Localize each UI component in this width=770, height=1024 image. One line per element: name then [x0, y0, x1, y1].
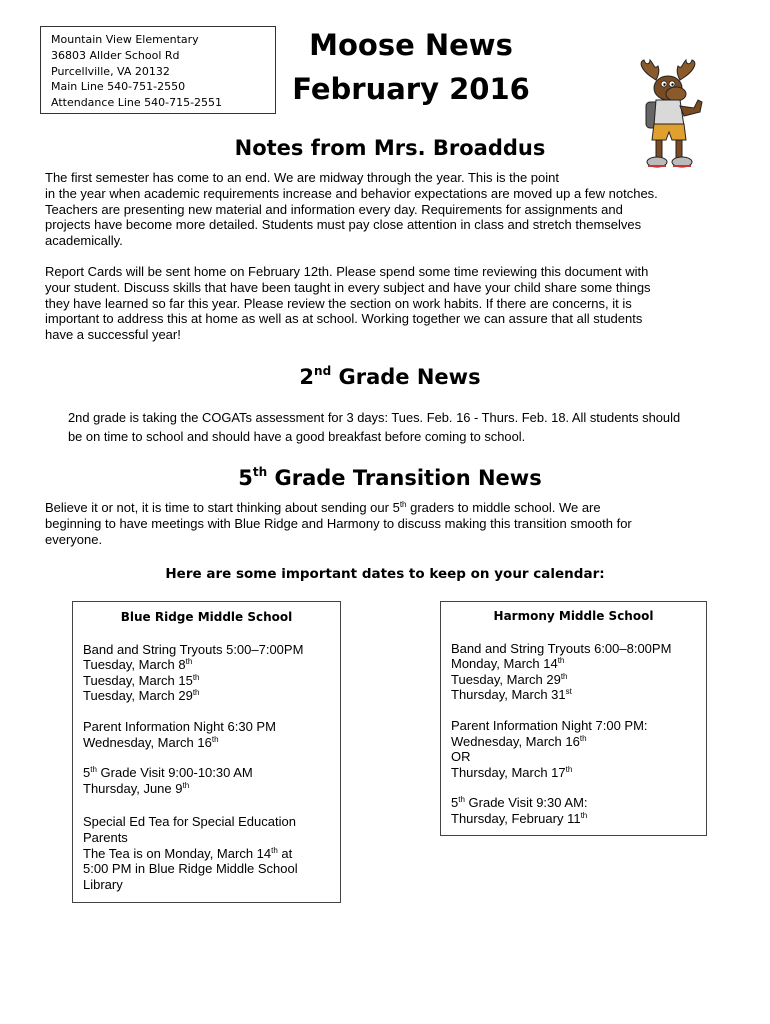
grade2-paragraph: [68, 408, 748, 446]
notes-p1-line: Teachers are presenting new material and information every day. Requirements for assignments and: [45, 201, 623, 217]
harmony-title: Harmony Middle School: [493, 609, 654, 623]
notes-p1-line: The first semester has come to an end. We are midway through the year. This is the point: [45, 170, 559, 185]
school-address-box: [40, 26, 276, 114]
notes-paragraph-1: [45, 170, 745, 249]
grade2-heading: [40, 364, 740, 389]
notes-p2-line: have a successful year!: [45, 327, 181, 343]
blue-ridge-tea: Special Ed Tea for Special Education Parents The Tea is on Monday, March 14th at 5:00 PM in Blue Ridge Middle School Library: [83, 814, 298, 892]
calendar-heading: Here are some important dates to keep on your calendar:: [165, 566, 605, 582]
school-name: Mountain View Elementary: [51, 33, 199, 46]
grade5-heading: [40, 465, 740, 490]
notes-p2-line: your student. Discuss skills that have been taught in every subject and have your child share some things: [45, 279, 651, 295]
harmony-parent-night: Parent Information Night 7:00 PM: Wednesday, March 16th OR Thursday, March 17th: [451, 717, 648, 780]
harmony-box: [440, 601, 707, 836]
school-main-line: Main Line 540-751-2550: [51, 80, 186, 94]
blue-ridge-visit: 5th Grade Visit 9:00-10:30 AM Thursday, June 9th: [83, 765, 253, 796]
newsletter-title: Moose News: [309, 28, 513, 62]
notes-p2-line: they have learned so far this year. Please review the section on work habits. If there are concerns, it is: [45, 295, 632, 311]
grade5-paragraph: [45, 500, 745, 547]
grade5-line-3: everyone.: [45, 531, 103, 547]
grade2-line: be on time to school and should have a good breakfast before coming to school.: [68, 429, 526, 444]
notes-p2-line: Report Cards will be sent home on February 12th. Please spend some time reviewing this document with: [45, 264, 649, 279]
grade5-heading-text: Grade Transition News: [267, 466, 542, 490]
newsletter-date: February 2016: [292, 72, 530, 106]
school-street: 36803 Allder School Rd: [51, 48, 180, 62]
harmony-visit: 5th Grade Visit 9:30 AM: Thursday, February 11th: [451, 795, 588, 826]
notes-paragraph-2: [45, 264, 745, 343]
grade2-heading-number: 2: [299, 365, 315, 389]
notes-p2-line: important to address this at home as well as at school. Working together we can assure that all students: [45, 311, 643, 327]
notes-p1-line: academically.: [45, 233, 123, 249]
grade2-line: 2nd grade is taking the COGATs assessment for 3 days: Tues. Feb. 16 - Thurs. Feb. 18. All students should: [68, 410, 681, 425]
grade5-line-1: Believe it or not, it is time to start thinking about sending our 5th graders to middle school. We are: [45, 500, 601, 515]
notes-heading: Notes from Mrs. Broaddus: [234, 136, 546, 160]
grade5-line-2: beginning to have meetings with Blue Ridge and Harmony to discuss making this transition smooth for: [45, 515, 632, 531]
blue-ridge-title: Blue Ridge Middle School: [120, 610, 293, 624]
notes-p1-line: in the year when academic requirements increase and behavior expectations are moved up a few notches.: [45, 185, 658, 201]
school-attendance-line: Attendance Line 540-715-2551: [51, 96, 223, 110]
blue-ridge-box: [72, 601, 341, 903]
blue-ridge-parent-night: Parent Information Night 6:30 PM Wednesday, March 16th: [83, 718, 276, 750]
blue-ridge-tryouts: Band and String Tryouts 5:00–7:00PM Tuesday, March 8th Tuesday, March 15th Tuesday, March 29th: [83, 641, 304, 704]
notes-p1-line: projects have become more detailed. Students must pay close attention in class and stretch themselves: [45, 217, 642, 233]
grade2-heading-text: Grade News: [331, 365, 481, 389]
school-city: Purcellville, VA 20132: [51, 64, 170, 78]
grade5-heading-number: 5: [238, 466, 253, 490]
harmony-tryouts: Band and String Tryouts 6:00–8:00PM Monday, March 14th Tuesday, March 29th Thursday, March 31st: [451, 640, 672, 703]
grade5-heading-suffix: th: [252, 465, 268, 479]
grade2-heading-suffix: nd: [314, 364, 332, 378]
